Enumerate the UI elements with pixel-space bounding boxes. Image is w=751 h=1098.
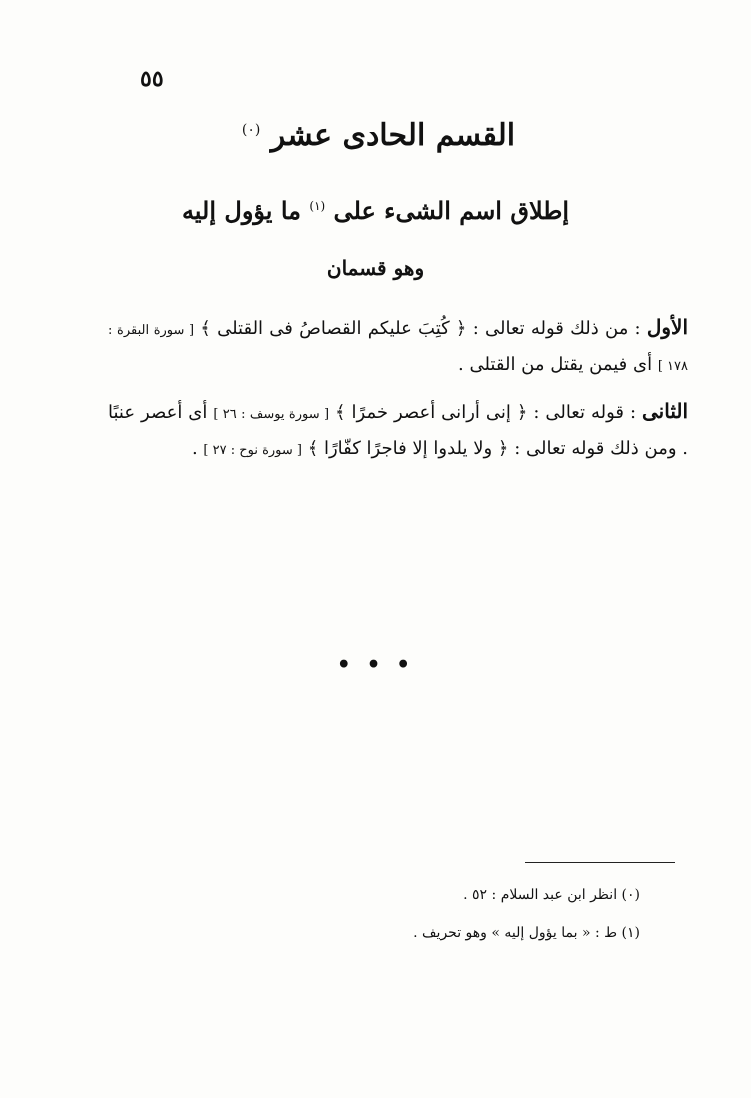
paragraph-lead: الثانى: [641, 399, 688, 423]
quran-citation-second: [ سورة نوح : ٢٧ ]: [203, 443, 302, 458]
paragraph-second: [108, 394, 688, 468]
section-heading-text-end: ما يؤول إليه: [181, 196, 302, 225]
page-number: ٥٥: [140, 66, 164, 92]
section-heading: [0, 196, 751, 225]
chapter-title: [0, 118, 751, 153]
quran-citation: [ سورة البقرة : ١٧٨ ]: [108, 323, 688, 374]
paragraph-text: : من ذلك قوله تعالى : ﴿ كُتِبَ عليكم القصاصُ فى القتلى ﴾: [194, 318, 647, 339]
footnote-item: (٠) انظر ابن عبد السلام : ٥٢ .: [463, 887, 640, 903]
footnote-item: (١) ط : « بما يؤول إليه » وهو تحريف .: [413, 925, 640, 941]
paragraph-lead: الأول: [646, 315, 688, 339]
chapter-title-text: القسم الحادى عشر: [270, 118, 516, 153]
paragraph-text-after: أى فيمن يقتل من القتلى .: [458, 354, 658, 375]
paragraph-text: : قوله تعالى : ﴿ إنى أرانى أعصر خمرًا ﴾: [329, 402, 642, 423]
paragraph-text-after: أى أعصر عنبًا . ومن ذلك قوله تعالى : ﴿ ولا يلدوا إلا فاجرًا كفّارًا ﴾: [108, 402, 688, 459]
chapter-footnote-mark: (٠): [241, 122, 261, 138]
section-footnote-mark: (١): [309, 199, 326, 213]
section-subheading: وهو قسمان: [326, 256, 425, 280]
footnote-divider: [525, 862, 675, 863]
quran-citation: [ سورة يوسف : ٢٦ ]: [213, 407, 330, 422]
section-heading-text-start: إطلاق اسم الشىء على: [325, 196, 570, 225]
footnotes: [300, 876, 640, 952]
paragraph-text-end: .: [191, 438, 204, 459]
paragraph-first: [108, 310, 688, 384]
section-separator: • • •: [336, 652, 415, 678]
